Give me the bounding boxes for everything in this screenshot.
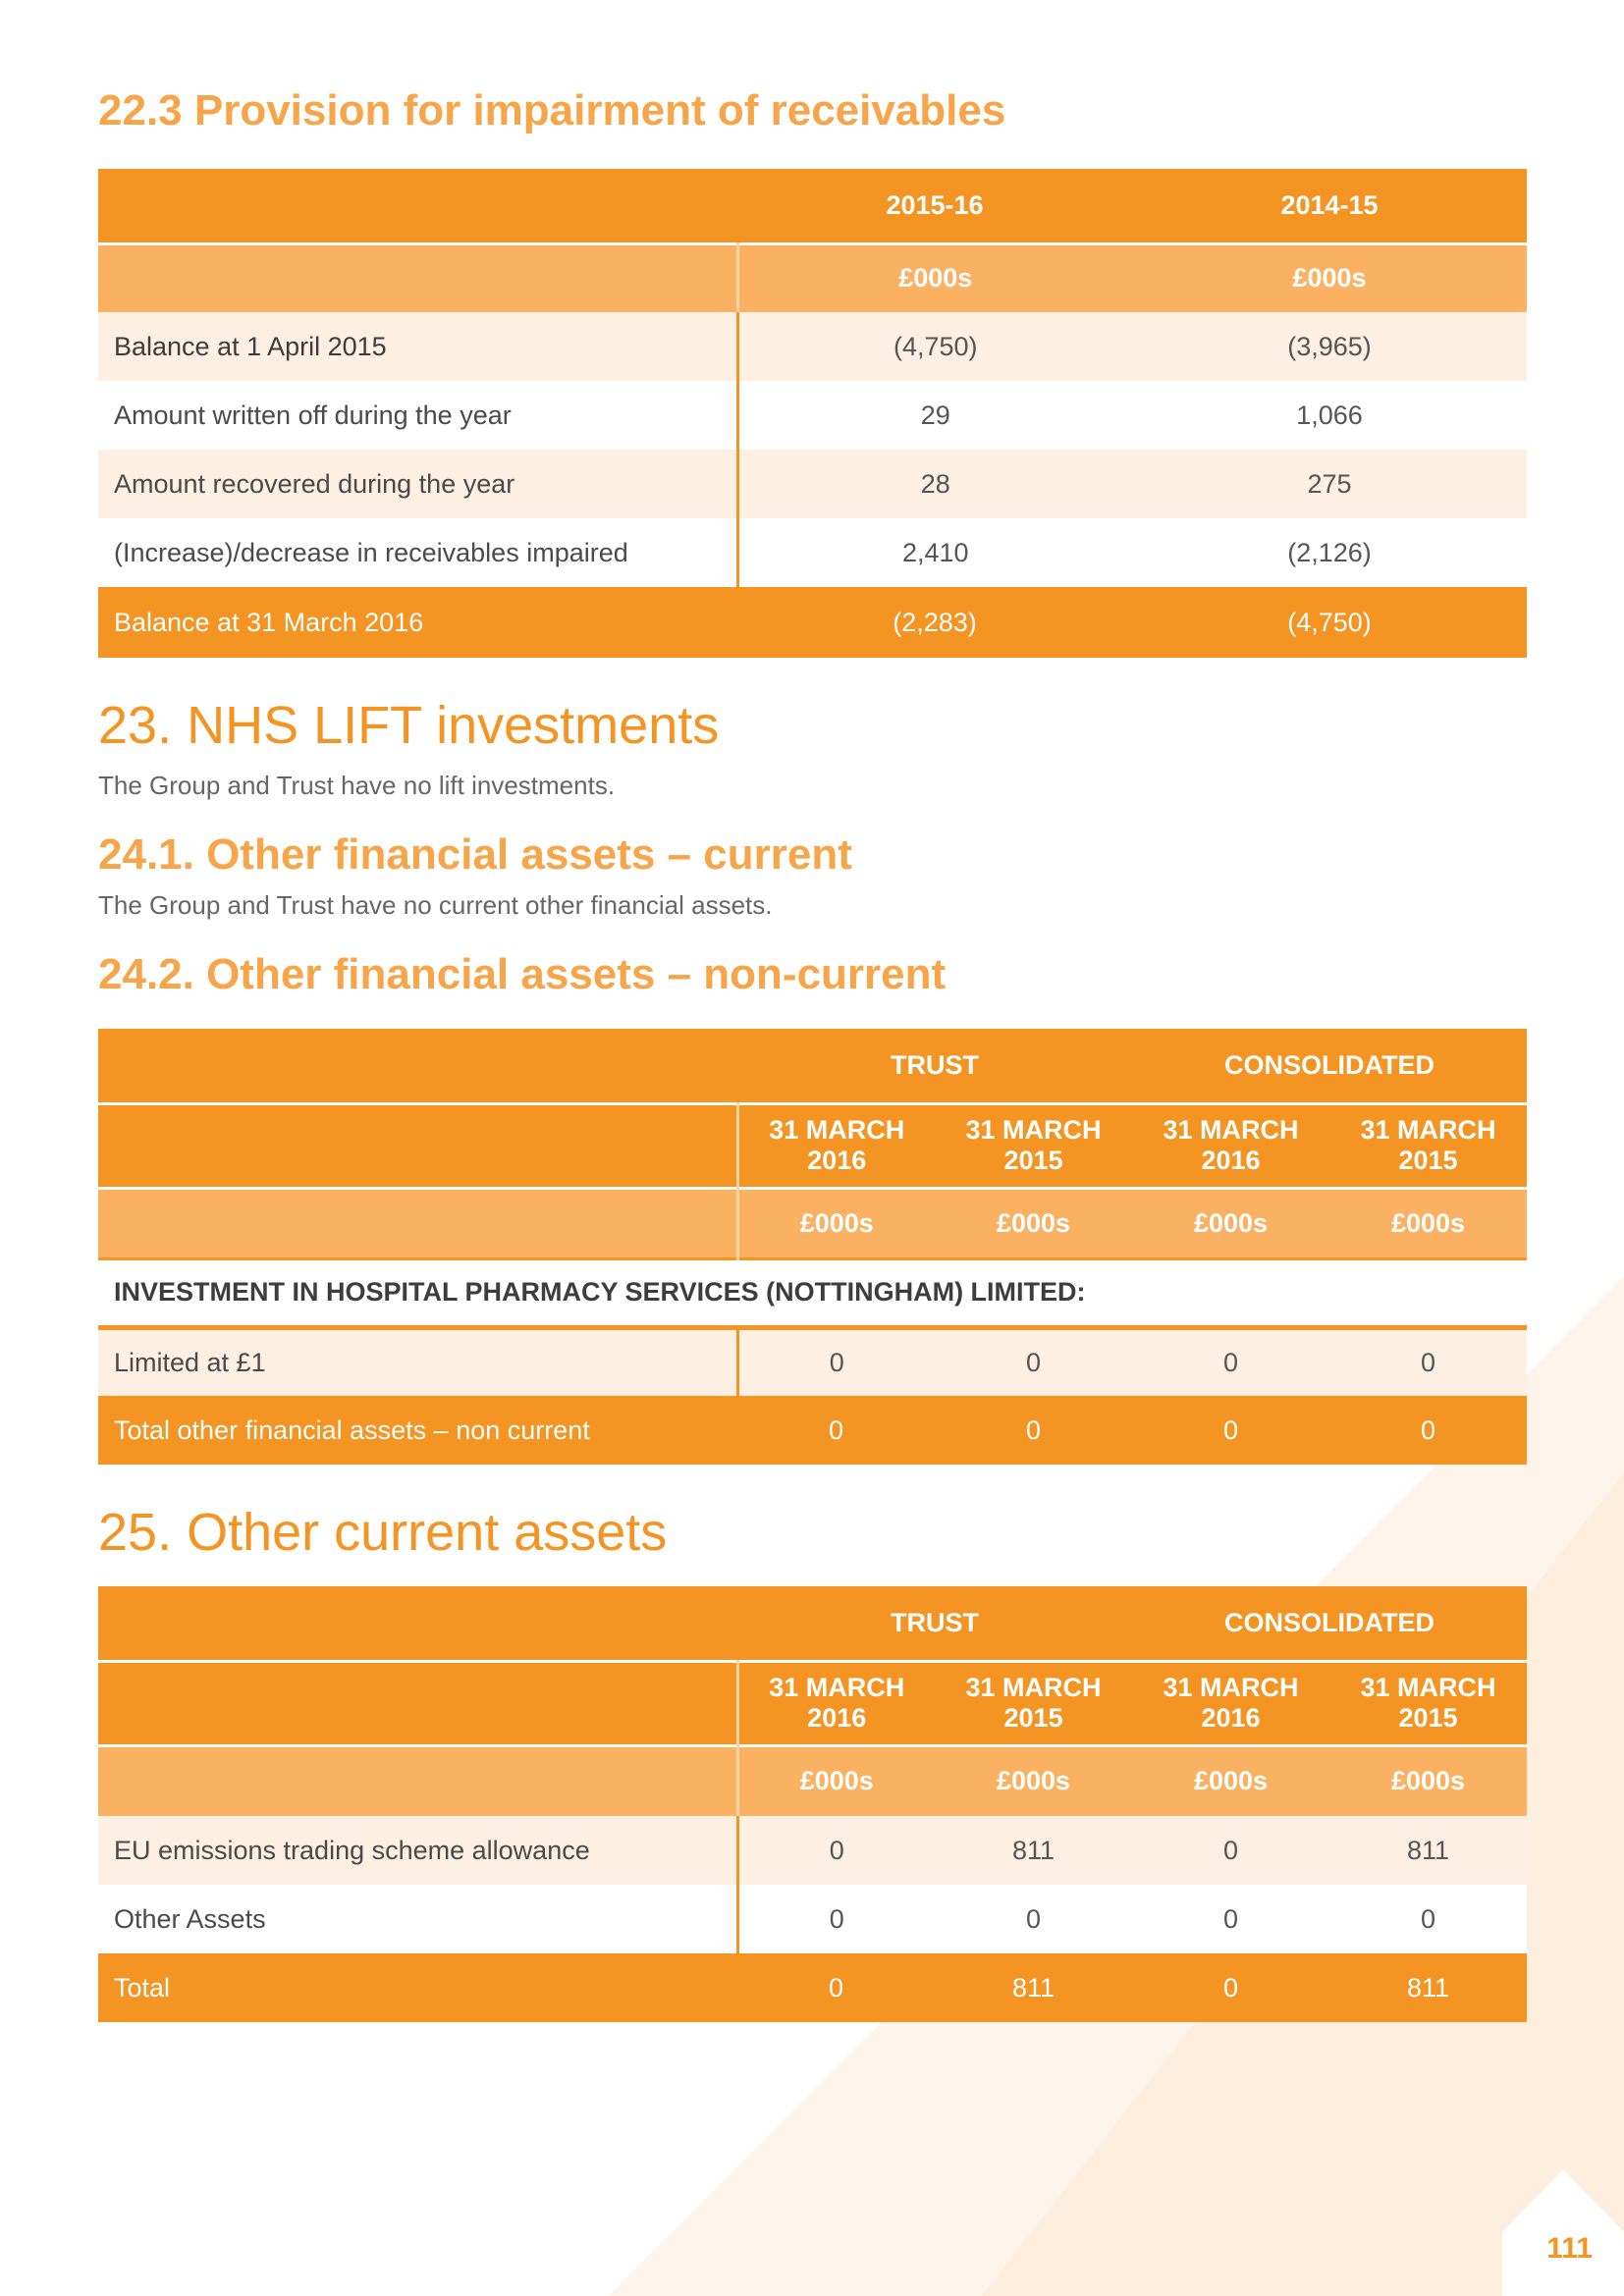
- blank-header: [98, 1029, 737, 1103]
- group-header-row: [98, 1586, 1527, 1661]
- row-label: (Increase)/decrease in receivables impaired: [98, 518, 737, 587]
- date-header: 31 MARCH 2016: [737, 1103, 935, 1188]
- page-number: 111: [1546, 2232, 1593, 2265]
- blank-header: [98, 243, 737, 312]
- value-cell: 0: [1222, 1903, 1239, 1934]
- total-row: [98, 587, 1527, 658]
- row-label: Amount written off during the year: [98, 381, 737, 450]
- blank-header: [98, 1586, 737, 1661]
- date-header: 31 MARCH 2015: [935, 1103, 1132, 1188]
- total-value: (4,750): [1287, 607, 1372, 637]
- value-cell: 28: [920, 468, 950, 499]
- row-label: Amount recovered during the year: [98, 450, 737, 518]
- units-header: £000s: [737, 1188, 935, 1258]
- row-label: Other Assets: [98, 1885, 737, 1953]
- value-cell: (2,126): [1287, 537, 1372, 567]
- units-header-row: [98, 1188, 1527, 1258]
- impairment-table: [98, 169, 1527, 658]
- value-cell: 0: [1132, 1327, 1329, 1396]
- section-24-2-title: 24.2. Other financial assets – non-current: [98, 950, 947, 998]
- value-cell: 0: [1222, 1835, 1239, 1865]
- units-header: £000s: [737, 1745, 935, 1816]
- total-value: 0: [1420, 1415, 1436, 1445]
- value-cell: (3,965): [1287, 331, 1372, 361]
- value-cell: 811: [1011, 1835, 1056, 1865]
- value-cell: 29: [920, 400, 950, 430]
- date-header-row: [98, 1661, 1527, 1745]
- table-row: [98, 450, 1527, 518]
- total-value: (2,283): [893, 607, 977, 637]
- units-header-row: [98, 243, 1527, 312]
- section-24-1-text: The Group and Trust have no current other financial assets.: [98, 890, 773, 920]
- row-label: EU emissions trading scheme allowance: [98, 1816, 737, 1885]
- blank-header: [98, 1745, 737, 1816]
- total-label: Total: [114, 1972, 171, 2002]
- other-current-assets-table: [98, 1586, 1527, 2022]
- row-label: Balance at 1 April 2015: [98, 312, 737, 381]
- units-header: £000s: [935, 1188, 1132, 1258]
- total-value: 0: [828, 1972, 844, 2002]
- group-header-trust: TRUST: [891, 1607, 979, 1637]
- date-header: 31 MARCH 2016: [1132, 1103, 1329, 1188]
- group-header-trust: TRUST: [891, 1049, 979, 1080]
- table-row: [98, 1885, 1527, 1953]
- table-row: [98, 1327, 1527, 1396]
- units-header: £000s: [935, 1745, 1132, 1816]
- total-value: 0: [828, 1415, 844, 1445]
- date-header: 31 MARCH 2016: [1132, 1661, 1329, 1745]
- value-cell: 2,410: [901, 537, 969, 567]
- units-header: £000s: [1132, 1188, 1329, 1258]
- financial-assets-table: [98, 1029, 1527, 1465]
- date-header: 31 MARCH 2015: [935, 1661, 1132, 1745]
- total-value: 0: [1025, 1415, 1042, 1445]
- value-cell: 0: [1329, 1327, 1527, 1396]
- date-header: 31 MARCH 2015: [1329, 1103, 1527, 1188]
- row-label: Limited at £1: [98, 1327, 737, 1396]
- blank-header: [98, 169, 737, 243]
- section-23-title: 23. NHS LIFT investments: [98, 696, 720, 755]
- group-header-consolidated: CONSOLIDATED: [1224, 1049, 1435, 1080]
- value-cell: (4,750): [893, 331, 978, 361]
- section-25-title: 25. Other current assets: [98, 1503, 668, 1562]
- total-label: Balance at 31 March 2016: [114, 607, 424, 637]
- total-value: 0: [1222, 1415, 1239, 1445]
- value-cell: 0: [935, 1327, 1132, 1396]
- year-header-row: [98, 169, 1527, 243]
- subheading-row: [98, 1258, 1527, 1327]
- total-row: [98, 1953, 1527, 2022]
- units-header: £000s: [1329, 1188, 1527, 1258]
- value-cell: 275: [1307, 468, 1352, 499]
- group-header-consolidated: CONSOLIDATED: [1224, 1607, 1435, 1637]
- blank-header: [98, 1103, 737, 1188]
- total-label: Total other financial assets – non current: [114, 1415, 590, 1445]
- value-cell: 811: [1406, 1835, 1450, 1865]
- value-cell: 0: [1420, 1903, 1436, 1934]
- units-header: £000s: [737, 243, 1132, 312]
- table-row: [98, 381, 1527, 450]
- year-header: 2014-15: [1280, 189, 1379, 220]
- section-23-text: The Group and Trust have no lift investments.: [98, 771, 616, 800]
- table-row: [98, 518, 1527, 587]
- table-row: [98, 1816, 1527, 1885]
- section-24-1-title: 24.1. Other financial assets – current: [98, 830, 852, 879]
- units-header-row: [98, 1745, 1527, 1816]
- date-header: 31 MARCH 2016: [737, 1661, 935, 1745]
- date-header-row: [98, 1103, 1527, 1188]
- group-header-row: [98, 1029, 1527, 1103]
- blank-header: [98, 1188, 737, 1258]
- total-value: 811: [1011, 1972, 1056, 2002]
- blank-header: [98, 1661, 737, 1745]
- value-cell: 0: [1025, 1903, 1042, 1934]
- units-header: £000s: [1329, 1745, 1527, 1816]
- year-header: 2015-16: [886, 189, 984, 220]
- units-header: £000s: [1132, 243, 1527, 312]
- date-header: 31 MARCH 2015: [1329, 1661, 1527, 1745]
- value-cell: 0: [829, 1835, 844, 1865]
- value-cell: 1,066: [1296, 400, 1363, 430]
- table-row: [98, 312, 1527, 381]
- units-header: £000s: [1132, 1745, 1329, 1816]
- total-value: 811: [1406, 1972, 1450, 2002]
- value-cell: 0: [737, 1327, 935, 1396]
- value-cell: 0: [829, 1903, 844, 1934]
- total-row: [98, 1396, 1527, 1465]
- investment-subheading: INVESTMENT IN HOSPITAL PHARMACY SERVICES (NOTTINGHAM) LIMITED:: [98, 1258, 1527, 1327]
- total-value: 0: [1222, 1972, 1239, 2002]
- section-22-3-title: 22.3 Provision for impairment of receivables: [98, 86, 1006, 134]
